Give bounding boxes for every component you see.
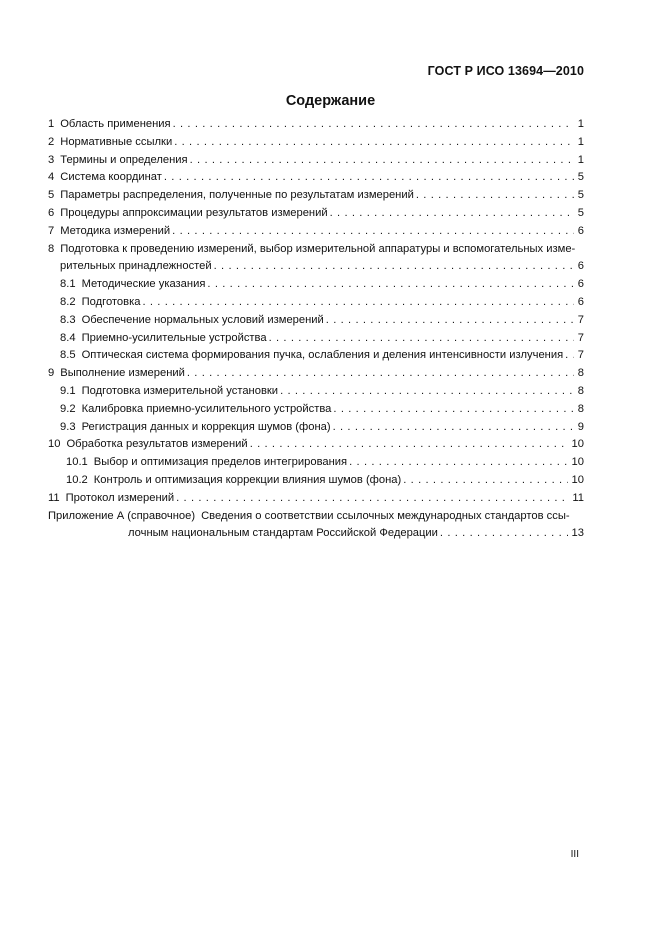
toc-label-line2: рительных принадлежностей	[60, 260, 212, 273]
toc-page: 8	[577, 384, 584, 397]
leader-dots	[333, 419, 574, 437]
toc-num: 3	[48, 153, 55, 166]
toc-num: 8.3	[60, 313, 76, 326]
toc-entry-9-2[interactable]	[48, 401, 584, 419]
toc-entry-8-3[interactable]	[48, 312, 584, 330]
toc-entry-8-2[interactable]	[48, 294, 584, 312]
toc-page: 9	[577, 420, 584, 433]
toc-entry-8-5[interactable]	[48, 347, 584, 365]
leader-dots	[176, 490, 568, 508]
toc-entry-5[interactable]	[48, 187, 584, 205]
toc-entry-appendix-a[interactable]	[48, 508, 584, 544]
toc-title: Содержание	[285, 93, 376, 109]
toc-entry-4[interactable]	[48, 169, 584, 187]
toc-entry-8-4[interactable]	[48, 330, 584, 348]
toc-num: 9.3	[60, 420, 76, 433]
table-of-contents	[48, 116, 584, 543]
toc-num: 8.2	[60, 295, 76, 308]
toc-num: 8.5	[60, 349, 76, 362]
toc-entry-11[interactable]	[48, 490, 584, 508]
toc-page: 10	[571, 473, 584, 486]
toc-entry-10-1[interactable]	[48, 454, 584, 472]
toc-num: 7	[48, 224, 55, 237]
toc-label: Термины и определения	[60, 153, 188, 166]
toc-num: 4	[48, 171, 55, 184]
toc-label: Калибровка приемно-усилительного устройства	[81, 402, 332, 415]
toc-label-line1: Подготовка к проведению измерений, выбор измерительной аппаратуры и вспомогательных изме-	[60, 242, 576, 255]
toc-num: Приложение А (справочное)	[48, 509, 196, 522]
toc-page: 5	[577, 206, 584, 219]
toc-label: Приемно-усилительные устройства	[81, 331, 267, 344]
toc-entry-9[interactable]	[48, 365, 584, 383]
toc-label: Контроль и оптимизация коррекции влияния шумов (фона)	[93, 473, 402, 486]
toc-num: 8.1	[60, 278, 76, 291]
toc-label: Параметры распределения, полученные по результатам измерений	[60, 189, 414, 202]
toc-page: 1	[577, 153, 584, 166]
toc-page: 11	[572, 491, 584, 504]
toc-page: 7	[577, 313, 584, 326]
toc-entry-10[interactable]	[48, 436, 584, 454]
leader-dots	[565, 347, 574, 365]
toc-label: Выполнение измерений	[60, 367, 185, 380]
leader-dots	[190, 152, 574, 170]
leader-dots	[214, 258, 574, 276]
toc-num: 10	[48, 438, 61, 451]
toc-page: 1	[577, 135, 584, 148]
toc-page: 13	[571, 527, 584, 540]
leader-dots	[207, 276, 573, 294]
toc-label: Подготовка	[81, 295, 141, 308]
toc-num: 9.1	[60, 384, 76, 397]
toc-num: 2	[48, 135, 55, 148]
toc-entry-6[interactable]	[48, 205, 584, 223]
toc-label: Методика измерений	[60, 224, 171, 237]
toc-page: 6	[577, 278, 584, 291]
toc-entry-10-2[interactable]	[48, 472, 584, 490]
leader-dots	[403, 472, 567, 490]
leader-dots	[330, 205, 574, 223]
toc-entry-8[interactable]	[48, 241, 584, 277]
toc-page: 10	[571, 456, 584, 469]
leader-dots	[142, 294, 573, 312]
leader-dots	[333, 401, 573, 419]
toc-entry-9-1[interactable]	[48, 383, 584, 401]
toc-entry-9-3[interactable]	[48, 419, 584, 437]
leader-dots	[269, 330, 574, 348]
toc-label: Методические указания	[81, 278, 206, 291]
toc-label: Оптическая система формирования пучка, ослабления и деления интенсивности излучения	[81, 349, 564, 362]
toc-label: Обработка результатов измерений	[66, 438, 248, 451]
toc-num: 8	[48, 242, 55, 255]
toc-page: 10	[571, 438, 584, 451]
toc-label-line2: лочным национальным стандартам Российской Федерации	[128, 527, 438, 540]
leader-dots	[250, 436, 568, 454]
toc-num: 1	[48, 118, 55, 130]
toc-label: Подготовка измерительной установки	[81, 384, 279, 397]
toc-label: Область применения	[60, 118, 171, 130]
toc-num: 9	[48, 367, 55, 380]
toc-label: Нормативные ссылки	[60, 135, 173, 148]
toc-page: 6	[577, 295, 584, 308]
leader-dots	[164, 169, 574, 187]
toc-label: Выбор и оптимизация пределов интегрирования	[93, 456, 348, 469]
toc-num: 10.1	[66, 456, 88, 469]
toc-entry-3[interactable]	[48, 152, 584, 170]
toc-label: Обеспечение нормальных условий измерений	[81, 313, 324, 326]
toc-label: Процедуры аппроксимации результатов измерений	[60, 206, 328, 219]
leader-dots	[174, 134, 574, 152]
toc-num: 11	[48, 491, 60, 504]
leader-dots	[349, 454, 567, 472]
toc-num: 5	[48, 189, 55, 202]
document-code: ГОСТ Р ИСО 13694—2010	[427, 64, 584, 78]
page-number: III	[570, 849, 579, 860]
toc-page: 6	[577, 224, 584, 237]
toc-page: 7	[577, 331, 584, 344]
toc-num: 6	[48, 206, 55, 219]
toc-num: 8.4	[60, 331, 76, 344]
toc-page: 8	[577, 367, 584, 380]
leader-dots	[416, 187, 574, 205]
toc-page: 5	[577, 171, 584, 184]
leader-dots	[172, 223, 574, 241]
leader-dots	[173, 116, 574, 134]
toc-page: 8	[577, 402, 584, 415]
toc-entry-2[interactable]	[48, 134, 584, 152]
toc-label-line1: Сведения о соответствии ссылочных международных стандартов ссы-	[201, 509, 570, 522]
toc-page: 5	[577, 189, 584, 202]
leader-dots	[187, 365, 574, 383]
leader-dots	[440, 525, 568, 543]
toc-label: Регистрация данных и коррекция шумов (фона)	[81, 420, 331, 433]
toc-page: 1	[577, 118, 584, 130]
toc-page: 6	[577, 260, 584, 273]
toc-entry-1[interactable]	[48, 116, 584, 134]
leader-dots	[326, 312, 574, 330]
toc-page: 7	[577, 349, 584, 362]
toc-num: 10.2	[66, 473, 88, 486]
leader-dots	[280, 383, 574, 401]
toc-entry-8-1[interactable]	[48, 276, 584, 294]
toc-num: 9.2	[60, 402, 76, 415]
toc-label: Система координат	[60, 171, 162, 184]
toc-label: Протокол измерений	[65, 491, 175, 504]
toc-entry-7[interactable]	[48, 223, 584, 241]
